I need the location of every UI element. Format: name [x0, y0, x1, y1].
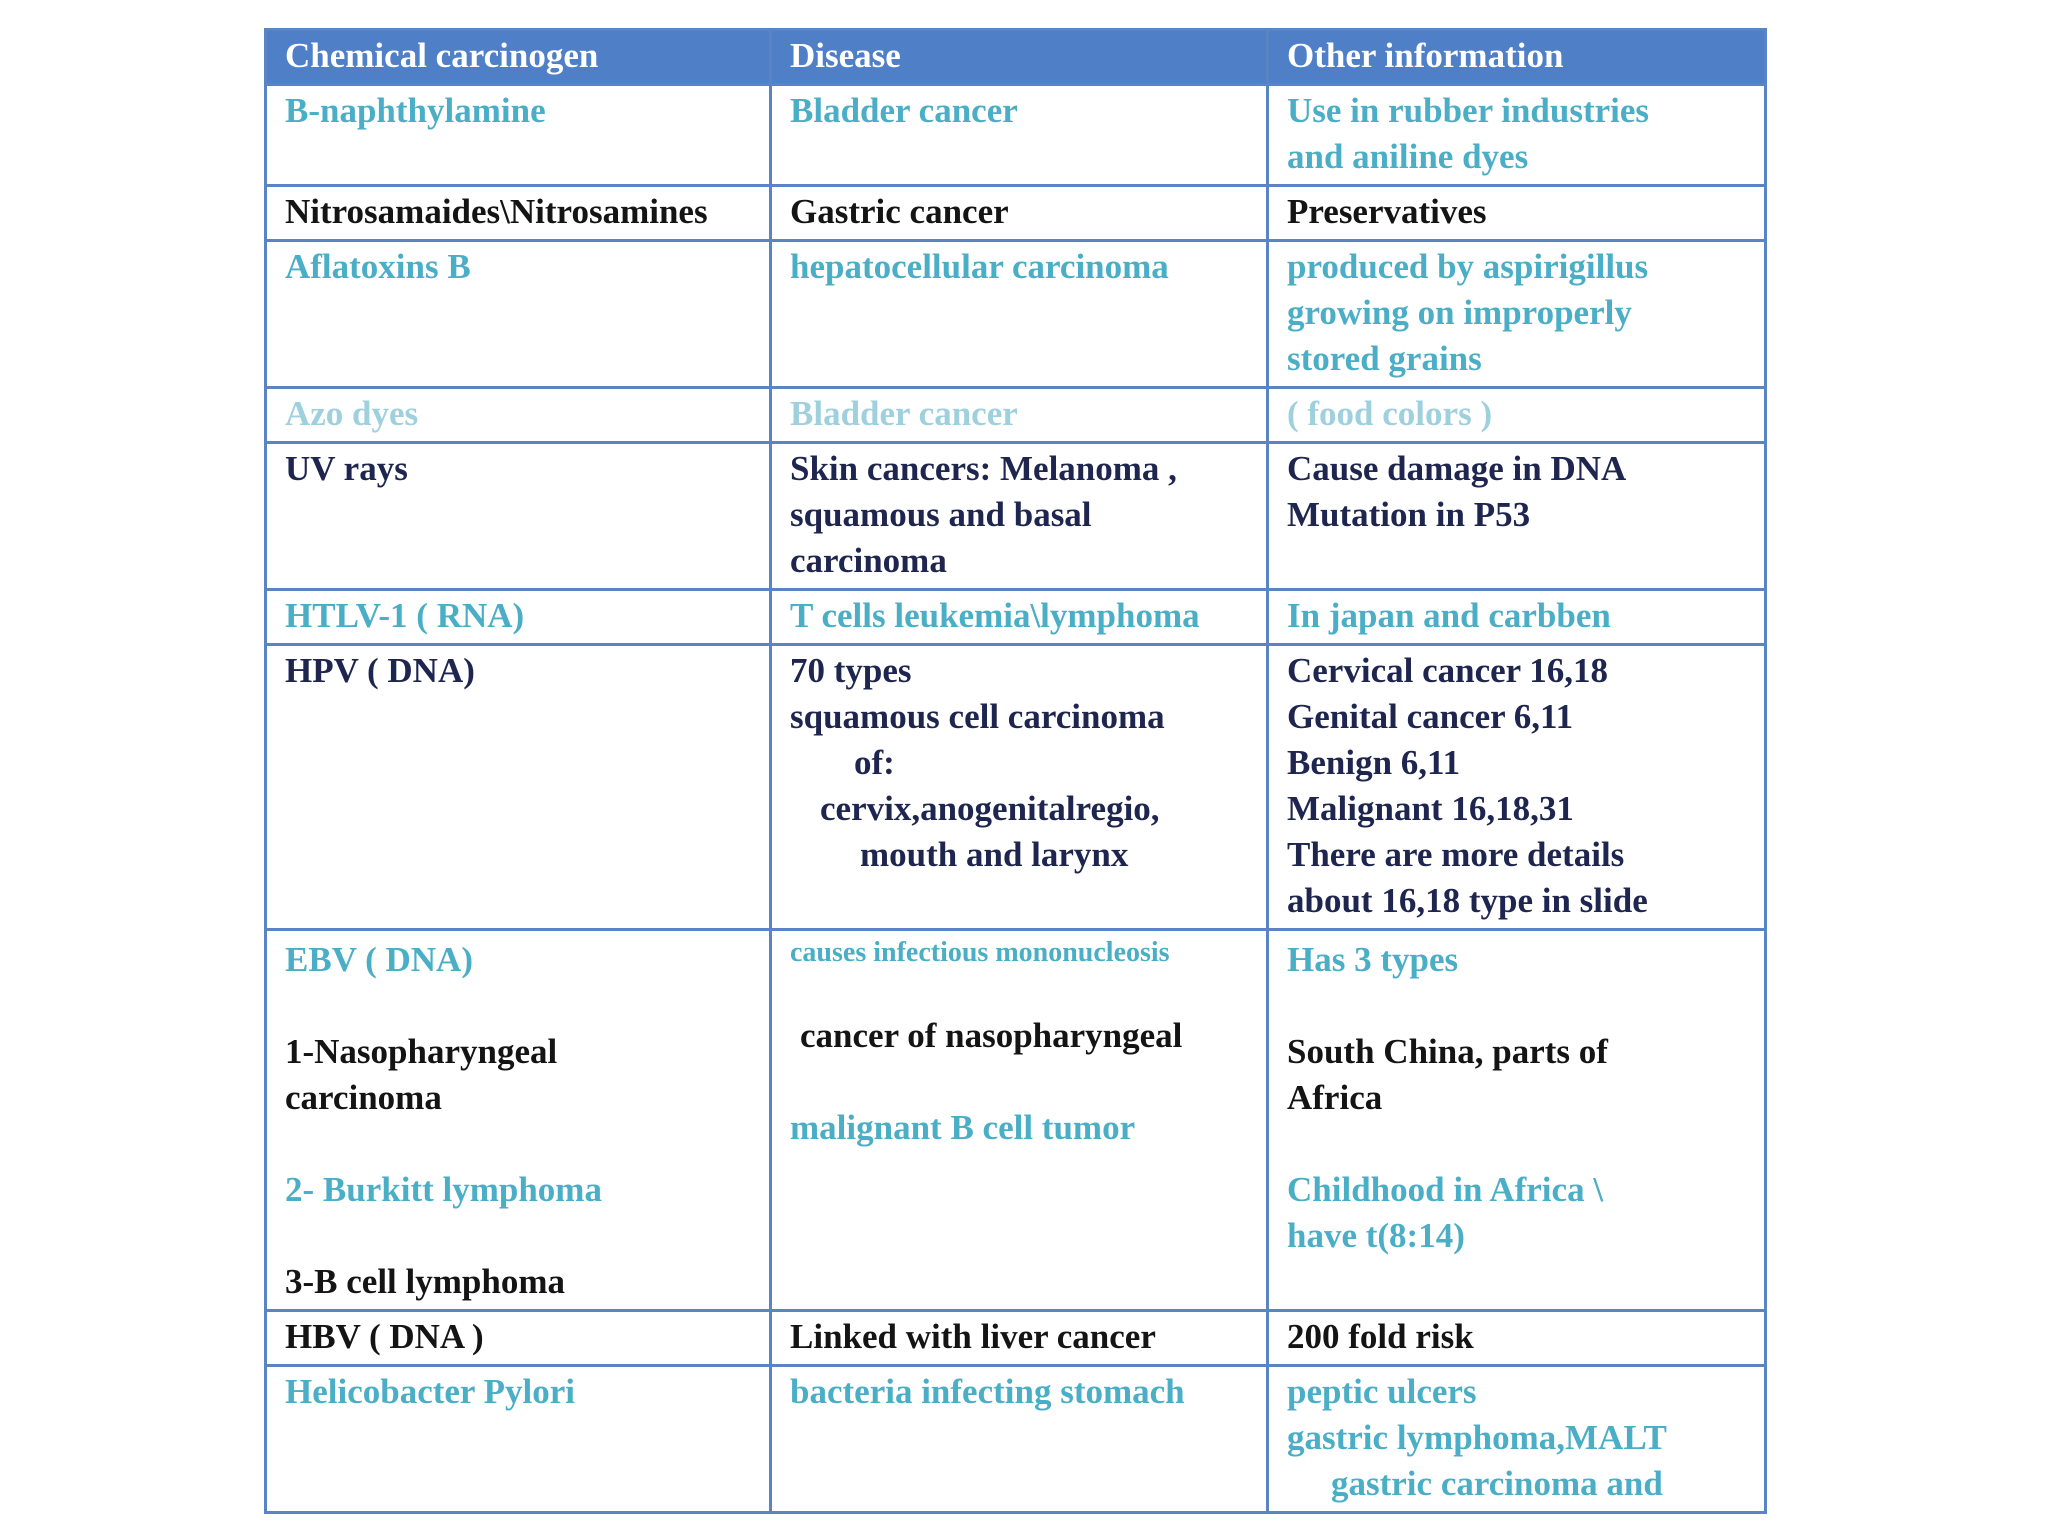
table-row: [266, 388, 1766, 443]
cell-line: 200 fold risk: [1287, 1317, 1474, 1356]
cell-carcinogen: [266, 85, 771, 186]
table-row: [266, 443, 1766, 590]
table-row: [266, 1311, 1766, 1366]
cell-carcinogen: [266, 645, 771, 930]
cell-line: HBV ( DNA ): [285, 1317, 484, 1356]
cell-disease: [771, 388, 1268, 443]
cell-line: of:: [854, 743, 895, 782]
cell-disease: [771, 930, 1268, 1311]
cell-line: South China, parts of: [1287, 1032, 1608, 1071]
cell-line: Malignant 16,18,31: [1287, 789, 1574, 828]
cell-other: [1268, 186, 1766, 241]
cell-carcinogen: [266, 186, 771, 241]
cell-line: Bladder cancer: [790, 91, 1018, 130]
cell-line: peptic ulcers: [1287, 1372, 1477, 1411]
cell-line: 1-Nasopharyngeal: [285, 1032, 558, 1071]
cell-line: T cells leukemia\lymphoma: [790, 596, 1200, 635]
cell-other: [1268, 443, 1766, 590]
header-disease: Disease: [771, 30, 1268, 85]
cell-line: There are more details: [1287, 835, 1625, 874]
cell-other: [1268, 388, 1766, 443]
cell-other: [1268, 1311, 1766, 1366]
carcinogen-table: [264, 28, 1767, 1514]
table-row: [266, 241, 1766, 388]
cell-line: Helicobacter Pylori: [285, 1372, 575, 1411]
cell-disease: [771, 85, 1268, 186]
cell-line: Cause damage in DNA: [1287, 449, 1627, 488]
cell-line: stored grains: [1287, 339, 1482, 378]
cell-disease: [771, 186, 1268, 241]
cell-line: Nitrosamaides\Nitrosamines: [285, 192, 708, 231]
cell-carcinogen: [266, 388, 771, 443]
cell-line: 3-B cell lymphoma: [285, 1262, 565, 1301]
cell-line: Linked with liver cancer: [790, 1317, 1156, 1356]
cell-disease: [771, 590, 1268, 645]
header-other-information: Other information: [1268, 30, 1766, 85]
header-chemical-carcinogen: Chemical carcinogen: [266, 30, 771, 85]
table-row: [266, 590, 1766, 645]
cell-other: [1268, 645, 1766, 930]
cell-line: UV rays: [285, 449, 408, 488]
cell-carcinogen: [266, 1311, 771, 1366]
cell-other: [1268, 1366, 1766, 1513]
cell-line: HPV ( DNA): [285, 651, 475, 690]
cell-line: squamous cell carcinoma: [790, 697, 1165, 736]
cell-line: gastric lymphoma,MALT: [1287, 1418, 1667, 1457]
cell-carcinogen: [266, 241, 771, 388]
cell-line: squamous and basal: [790, 495, 1092, 534]
cell-line: Has 3 types: [1287, 940, 1459, 979]
cell-other: [1268, 930, 1766, 1311]
cell-carcinogen: [266, 930, 771, 1311]
cell-line: Azo dyes: [285, 394, 419, 433]
cell-disease: [771, 645, 1268, 930]
cell-line: gastric carcinoma and: [1331, 1464, 1663, 1503]
cell-line: Gastric cancer: [790, 192, 1009, 231]
cell-line: malignant B cell tumor: [790, 1108, 1136, 1147]
cell-line: Skin cancers: Melanoma ,: [790, 449, 1177, 488]
cell-line: hepatocellular carcinoma: [790, 247, 1169, 286]
cell-line: growing on improperly: [1287, 293, 1632, 332]
cell-line: Aflatoxins B: [285, 247, 471, 286]
cell-disease: [771, 443, 1268, 590]
cell-line: Use in rubber industries: [1287, 91, 1650, 130]
cell-line: Mutation in P53: [1287, 495, 1531, 534]
cell-line: 2- Burkitt lymphoma: [285, 1170, 602, 1209]
cell-line: 70 types: [790, 651, 912, 690]
cell-line: mouth and larynx: [860, 835, 1129, 874]
cell-line: Childhood in Africa \: [1287, 1170, 1604, 1209]
cell-carcinogen: [266, 1366, 771, 1513]
cell-line: carcinoma: [790, 541, 947, 580]
cell-carcinogen: [266, 590, 771, 645]
cell-line: produced by aspirigillus: [1287, 247, 1649, 286]
cell-disease: [771, 1311, 1268, 1366]
cell-line: and aniline dyes: [1287, 137, 1529, 176]
cell-line: cancer of nasopharyngeal: [800, 1016, 1183, 1055]
cell-line: Benign 6,11: [1287, 743, 1461, 782]
cell-disease: [771, 241, 1268, 388]
table-row: [266, 1366, 1766, 1513]
table-row: [266, 645, 1766, 930]
cell-line: Cervical cancer 16,18: [1287, 651, 1609, 690]
cell-line: Genital cancer 6,11: [1287, 697, 1574, 736]
table-header-row: [266, 30, 1766, 85]
cell-line: have t(8:14): [1287, 1216, 1465, 1255]
table-row: [266, 186, 1766, 241]
cell-line: bacteria infecting stomach: [790, 1372, 1185, 1411]
cell-line: carcinoma: [285, 1078, 442, 1117]
cell-line: B-naphthylamine: [285, 91, 546, 130]
cell-line: Bladder cancer: [790, 394, 1018, 433]
cell-line: cervix,anogenitalregio,: [820, 789, 1160, 828]
cell-carcinogen: [266, 443, 771, 590]
cell-line: EBV ( DNA): [285, 940, 473, 979]
cell-line: In japan and carbben: [1287, 596, 1611, 635]
cell-line: Preservatives: [1287, 192, 1487, 231]
cell-line: ( food colors ): [1287, 394, 1493, 433]
cell-other: [1268, 85, 1766, 186]
table-row: [266, 930, 1766, 1311]
table-row: [266, 85, 1766, 186]
cell-line: Africa: [1287, 1078, 1383, 1117]
cell-line: HTLV-1 ( RNA): [285, 596, 525, 635]
cell-line: causes infectious mononucleosis: [790, 937, 1170, 968]
cell-line: about 16,18 type in slide: [1287, 881, 1648, 920]
cell-disease: [771, 1366, 1268, 1513]
cell-other: [1268, 590, 1766, 645]
cell-other: [1268, 241, 1766, 388]
